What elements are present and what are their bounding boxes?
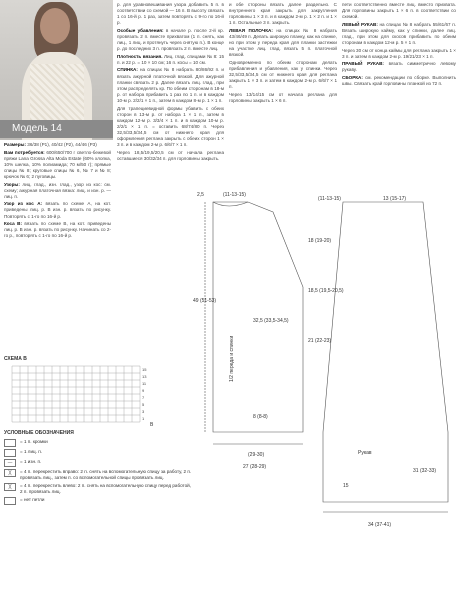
- model-photo: [0, 0, 113, 140]
- legend: [4, 430, 194, 507]
- legend-title: УСЛОВНЫЕ ОБОЗНАЧЕНИЯ: [4, 430, 74, 436]
- paragraph-heading: ПРАВЫЙ РУКАВ:: [342, 61, 384, 67]
- paragraph: [4, 221, 111, 239]
- legend-item: [4, 449, 194, 457]
- paragraph: [117, 2, 224, 26]
- legend-text: = 4 п. перекрестить вправо: 2 п. снять на вспомогательную спицу за работу, 2 п. провязать лиц., затем п. со вспомогательной спицы провязать лиц.: [20, 469, 192, 480]
- paragraph-heading: Узоры:: [4, 181, 20, 187]
- paragraph: [4, 142, 111, 148]
- instructions-column-3: [229, 2, 337, 187]
- paragraph-text: Для трапециевидной формы убавить с обеих сторон в 13-м р. от набора 1 × 1 п., затем в каждом 12-м р. 3/3/4 × 1 п. и в каждом 10-м р. 2/2/1 × 1 п. = оставить 68/74/80 п. Через 32,5/33,5/34,5 см от нижнего края для оформления реглана закрыть с обеих сторон 1 × 3 п. и в каждом 2-м р. 6/6/7 × 1 п.: [117, 105, 224, 148]
- instructions-column-4: [342, 2, 456, 187]
- legend-symbol: [4, 497, 16, 505]
- paragraph-text: вязать по схеме В, на кот. приведены лиц. р. В изн. р. вязать по рисунку. Начинать со 2-го р., повторять с 1-го по 16-й р.: [4, 221, 111, 239]
- dim-top-small: 2,5: [197, 192, 204, 198]
- paragraph: [229, 28, 337, 58]
- model-label: Модель 14: [0, 120, 113, 138]
- legend-text: = 1 изн. п.: [20, 459, 42, 464]
- paragraph-text: Через 13/14/15 см от начала реглана для горловины закрыть 1 × 6 п.: [229, 91, 337, 103]
- paragraph: [117, 67, 224, 104]
- paragraph-heading: Коса В:: [4, 221, 22, 227]
- paragraph-text: р. для уравновешивания узора добавить 5 п. в соответствии со схемой — 16 п. В высоту связать 1 со 16-й р. 1 раз, затем повторять с 9-го по 16-й р.: [117, 2, 224, 26]
- legend-item: [4, 459, 194, 467]
- paragraph: [117, 54, 224, 66]
- legend-text: = 4 п. перекрестить влево: 2 п. снять на вспомогательную спицу перед работой, 2 п. провязать лиц.: [20, 483, 192, 494]
- body-piece: [213, 202, 303, 432]
- paragraph-text: лиц. глад., изн. глад., узор из кос: см. схему; ажурная платочная вязка: лиц. и изн. р. — лиц. п.: [4, 181, 111, 199]
- paragraph-text: 36/38 (P1), 40/42 (P2), 44/46 (P3): [26, 142, 97, 147]
- paragraph: [342, 75, 456, 87]
- paragraph: [4, 201, 111, 219]
- dim-mid-upper: 18,5 (19,5-20,5): [308, 288, 344, 294]
- paragraph: [342, 61, 456, 73]
- paragraph-heading: Вам потребуется:: [4, 149, 45, 155]
- dim-sleeve-w: 31 (32-33): [413, 468, 437, 474]
- scheme-title: СХЕМА В: [4, 356, 27, 362]
- paragraph: [229, 60, 337, 90]
- paragraph: [4, 150, 111, 180]
- paragraph-heading: Размеры:: [4, 142, 26, 147]
- dim-sleeve-bottom: 34 (37-41): [368, 522, 392, 528]
- dim-width-left: (11-13-15): [318, 196, 341, 202]
- dim-mid-right: 21 (22-23): [308, 338, 332, 344]
- paragraph: [342, 48, 456, 60]
- paragraph: [229, 2, 337, 26]
- legend-text: = нет петли: [20, 497, 45, 502]
- paragraph-text: на спицах № 8 набрать 80/86/92 п. и вязать ажурной платочной вязкой. Для ажурной планки связать 2 р. Далее вязать лиц. глад., при этом распределять кр. По обеим сторонам в 18-м р. от набора прибавить 1 раз по 1 п. и в каждом 10-м р. 2/2/1 × 1 п., затем в каждом 8-м р. 1 × 1 п.: [117, 67, 224, 103]
- sleeve-piece: [323, 202, 448, 502]
- scheme-row-label: 5: [142, 402, 145, 407]
- pattern-svg: [193, 182, 458, 592]
- scheme-row-label: 11: [142, 381, 147, 386]
- legend-symbol: —: [4, 459, 16, 467]
- paragraph-text: вязать по схеме А, на кот. приведены лиц. р. В изн. р. вязать по рисунку. Повторять с 1-го по 16-й р.: [4, 201, 111, 219]
- scheme-grid: [4, 364, 194, 430]
- scheme-row-label: 7: [142, 395, 145, 400]
- paragraph-text: пети соответственно вместе лиц. вместо прихвата. Для горловины закрыть 1 × 6 п. в соответствии со схемой.: [342, 2, 456, 20]
- paragraph-heading: СПИНКА:: [117, 67, 138, 73]
- legend-symbol: ╳: [4, 483, 16, 491]
- paragraph: [342, 22, 456, 46]
- scheme-row-label: 3: [142, 409, 145, 414]
- neckline: [213, 202, 248, 206]
- paragraph-text: Через 30 см от конца каймы для реглана закрыть 1 × 3 п. и затем в каждом 2-м р. 19/21/23 × 1 п.: [342, 47, 456, 59]
- pattern-diagram: [193, 182, 458, 592]
- paragraph-text: Одновременно по обеим сторонам делать прибавления и убавления, как у спинки. Через 32,5/33,5/34,5 см от нижнего края для реглана закрыть 1 × 3 п. и затем в каждом 2-м р. 6/6/7 × 1 п.: [229, 59, 337, 90]
- legend-symbol: ╳: [4, 469, 16, 477]
- dim-bottom-w: (29-30): [248, 452, 265, 458]
- paragraph-text: Через 18,5/19,5/20,5 см от начала реглана оставшиеся 30/32/34 п. для горловины закрыть.: [117, 149, 224, 161]
- legend-item: [4, 469, 194, 481]
- paragraph: [117, 150, 224, 162]
- legend-symbol: [4, 439, 16, 447]
- paragraph-heading: Узор из кос А:: [4, 201, 43, 207]
- paragraph-heading: ЛЕВАЯ ПОЛОЧКА:: [229, 27, 273, 33]
- scheme-b: [4, 356, 194, 435]
- instructions-column-1: [4, 142, 111, 352]
- paragraph-text: в начале р. после 2-й кр. провязать 2 п. вместе прихватом (1 п. снять, как лиц., 1 лиц. и протянуть через снятую п.). В конце р. до последних 3 п. провязать 2 п. вместе лиц.: [117, 27, 224, 52]
- legend-item: [4, 497, 194, 505]
- paragraph: [229, 92, 337, 104]
- dim-side-mid: 18 (19-20): [308, 238, 332, 244]
- dim-bottom-mid: 27 (28-29): [243, 464, 267, 470]
- paragraph-heading: ЛЕВЫЙ РУКАВ:: [342, 21, 378, 27]
- paragraph-text: и обе стороны вязать далее раздельно. С внутреннего края закрыть для закругления горловины 1 × 3 п. и в каждом 2-м р. 1 × 2 п. и 1 × 1 п. Остальные 3 п. закрыть.: [229, 2, 337, 26]
- dim-left-low: 8 (8-8): [253, 414, 268, 420]
- paragraph: [342, 2, 456, 20]
- legend-text: = 1 п. кромки: [20, 439, 48, 444]
- paragraph-text: на спицах № 8 набрать 55/61/67 п. Вязать широкую кайму, как у спинки, далее лиц. глад., при этом для скосов прибавить по обеим сторонам в каждом 12-м р. 5 × 1 п.: [342, 21, 456, 46]
- paragraph-heading: СБОРКА:: [342, 75, 363, 81]
- dim-width-right: 13 (15-17): [383, 196, 407, 202]
- legend-symbol: [4, 449, 16, 457]
- scheme-row-label: 15: [142, 367, 147, 372]
- paragraph-text: на спицах № 8 набрать 43/46/49 п. Делать широкую планку, как на спинке, но при этом у переда края для планки застежки на участке лиц. глад. вязать 5 п. платочной вязкой.: [229, 27, 337, 58]
- scheme-row-label: 13: [142, 374, 147, 379]
- paragraph-heading: Плотность вязания.: [117, 53, 163, 59]
- label-sleeve: Рукав: [358, 450, 372, 456]
- label-half-body: 1/2 переда и спинки: [229, 335, 235, 382]
- paragraph-heading: Особые убавления:: [117, 27, 164, 33]
- scheme-row-label: 1: [142, 416, 145, 421]
- paragraph-text: см. рекомендации по сборке. Выполнить швы. Связать край горловины планкой из 72 п.: [342, 75, 456, 87]
- dim-left-mid: 32,5 (33,5-34,5): [253, 318, 289, 324]
- paragraph: [117, 28, 224, 52]
- scheme-row-label: 9: [142, 388, 145, 393]
- paragraph-text: Лиц. глад. спицами № 8: 15 п. и 22 р. = 10 × 10 см; 16 п. косы = 10 см.: [117, 53, 224, 65]
- scheme-b-label: В: [150, 422, 154, 428]
- paragraph-text: 600/650/700 г светло-бежевой пряжи Lana Grossa Alta Moda Estate (60% хлопка, 10% шелка, 10% полиамида; 70 м/50 г); прямые спицы № 8; круговые спицы № 6, № 7 и № 8; крючок № 6; 2 пуговицы.: [4, 149, 111, 179]
- legend-item: [4, 483, 194, 495]
- paragraph: [4, 182, 111, 200]
- paragraph: [117, 106, 224, 149]
- legend-text: = 1 лиц. п.: [20, 449, 42, 454]
- paragraph-text: вязать симметрично левому рукаву.: [342, 61, 456, 73]
- dim-top-neck: (11-13-15): [223, 192, 246, 198]
- legend-item: [4, 439, 194, 447]
- dim-left-height: 49 (51-53): [193, 298, 217, 304]
- dim-sleeve-h: 15: [343, 483, 349, 489]
